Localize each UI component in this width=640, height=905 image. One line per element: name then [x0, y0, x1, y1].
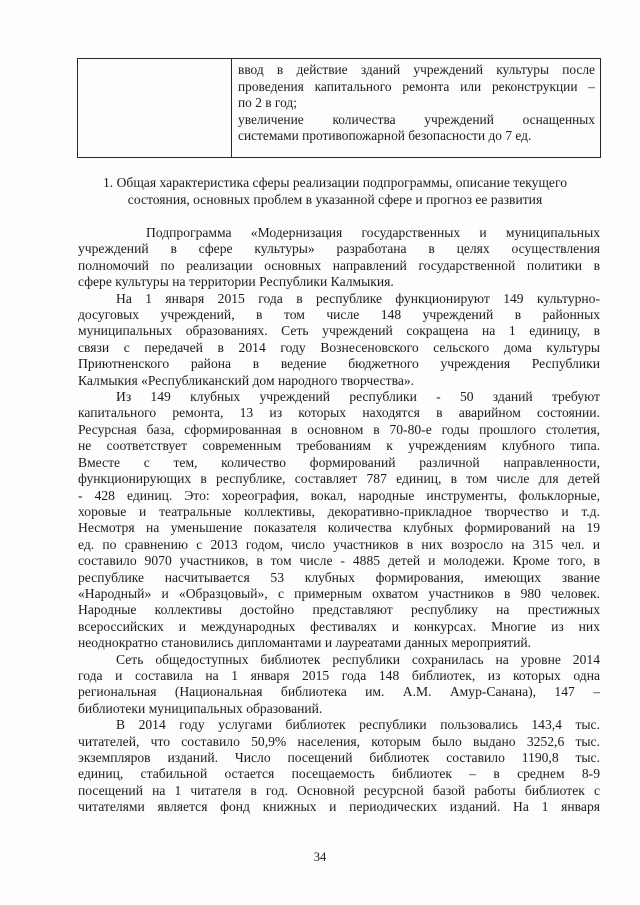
text-line: региональная (Национальная библиотека им. А.М. Амур-Санана), 147 – [78, 684, 600, 700]
table-cell-targets [232, 59, 601, 158]
text-line: республике насчитывается 53 клубных формирования, имеющих звание [78, 569, 600, 585]
text-line: досуговых учреждений, в том числе 148 учреждений в районных [78, 307, 600, 323]
text-line: сфере культуры на территории Республики Калмыкия. [78, 274, 394, 290]
table-row [78, 59, 601, 158]
text-line: Приютненского района в ведение бюджетного учреждения Республики [78, 356, 600, 372]
text-line: Подпрограмма «Модернизация государственных и муниципальных [146, 225, 600, 240]
text-line: Калмыкия «Республиканский дом народного творчества». [78, 372, 415, 388]
text-line: капитального ремонта, 13 из которых находятся в аварийном состоянии. [78, 405, 600, 421]
text-line: «Народный» и «Образцовый», с примерным охватом участников в 980 человек. [78, 585, 600, 601]
page-number: 34 [313, 850, 327, 864]
text-line: Несмотря на уменьшение показателя количества клубных формирований на 19 [78, 520, 600, 536]
text-line: На 1 января 2015 года в республике функционируют 149 культурно- [116, 290, 600, 306]
text-line: полномочий по реализации основных направлений государственной политики в [78, 257, 600, 273]
table-cell-line: увеличение количества учреждений оснащенных [238, 111, 595, 127]
text-line: связи с передачей в 2014 году Вознесеновского сельского дома культуры [78, 339, 600, 355]
section-heading [95, 174, 575, 208]
text-line: муниципальных образованиях. Сеть учреждений сокращена на 1 единицу, в [78, 323, 600, 339]
text-line: всероссийских и международных фестивалях и конкурсах. Многие из них [78, 618, 600, 634]
table-cell-empty [78, 59, 232, 158]
table-cell-line: проведения капитального ремонта или реконструкции – [238, 78, 595, 94]
table-cell-line: системами противопожарной безопасности до 7 ед. [238, 128, 532, 144]
section-heading-line-1: 1. Общая характеристика сферы реализации подпрограммы, описание текущего [103, 175, 567, 190]
text-line: Вместе с тем, количество формирований различной направленности, [78, 454, 600, 470]
text-line: читателями является фонд книжных и периодических изданий. На 1 января [78, 799, 600, 815]
text-line: Ресурсная база, сформированная в основном в 70-80-е годы прошлого столетия, [78, 421, 600, 437]
goals-table [77, 58, 601, 158]
text-line: В 2014 году услугами библиотек республики пользовались 143,4 тыс. [116, 717, 600, 733]
text-line: Из 149 клубных учреждений республики - 50 зданий требуют [116, 389, 600, 405]
text-line: хоровые и театральные коллективы, декоративно-прикладное творчество и т.д. [78, 503, 600, 519]
section-heading-line-2: состояния, основных проблем в указанной сфере и прогноз ее развития [127, 192, 543, 207]
text-line: Народные коллективы достойно представляют республику на престижных [78, 602, 600, 618]
text-line: Сеть общедоступных библиотек республики сохранилась на уровне 2014 [116, 651, 600, 667]
table-cell-line: ввод в действие зданий учреждений культуры после [238, 62, 595, 77]
body-text [78, 225, 600, 816]
text-line: библиотеки муниципальных образований. [78, 700, 323, 716]
text-line: ед. по сравнению с 2013 годом, число участников в них возросло на 315 чел. и [78, 536, 600, 552]
text-line: не соответствует современным требованиям к учреждениям клубного типа. [78, 438, 600, 454]
text-line: читателей, что составило 50,9% населения, которым было выдано 3252,6 тыс. [78, 733, 600, 749]
text-line: экземпляров изданий. Число посещений библиотек составило 1190,8 тыс. [78, 750, 600, 765]
text-line: составило 9070 участников, в том числе - 4885 детей и молодежи. Кроме того, в [78, 553, 600, 569]
text-line: единиц, стабильной остается посещаемость библиотек – в среднем 8-9 [78, 766, 600, 782]
text-line: года и составила на 1 января 2015 года 148 библиотек, из которых одна [78, 667, 600, 683]
text-line: функционирующих в республике, составляет 787 единиц, в том числе для детей [78, 471, 600, 487]
text-line: учреждений в сфере культуры» разработана в целях осуществления [78, 241, 600, 257]
text-line: неоднократно становились дипломантами и лауреатами данных мероприятий. [78, 635, 532, 651]
text-line: - 428 единиц. Это: хореография, вокал, народные инструменты, фольклорные, [78, 487, 600, 503]
text-line: посещений на 1 читателя в год. Основной ресурсной базой работы библиотек с [78, 782, 600, 798]
table-cell-line: по 2 в год; [238, 95, 297, 111]
